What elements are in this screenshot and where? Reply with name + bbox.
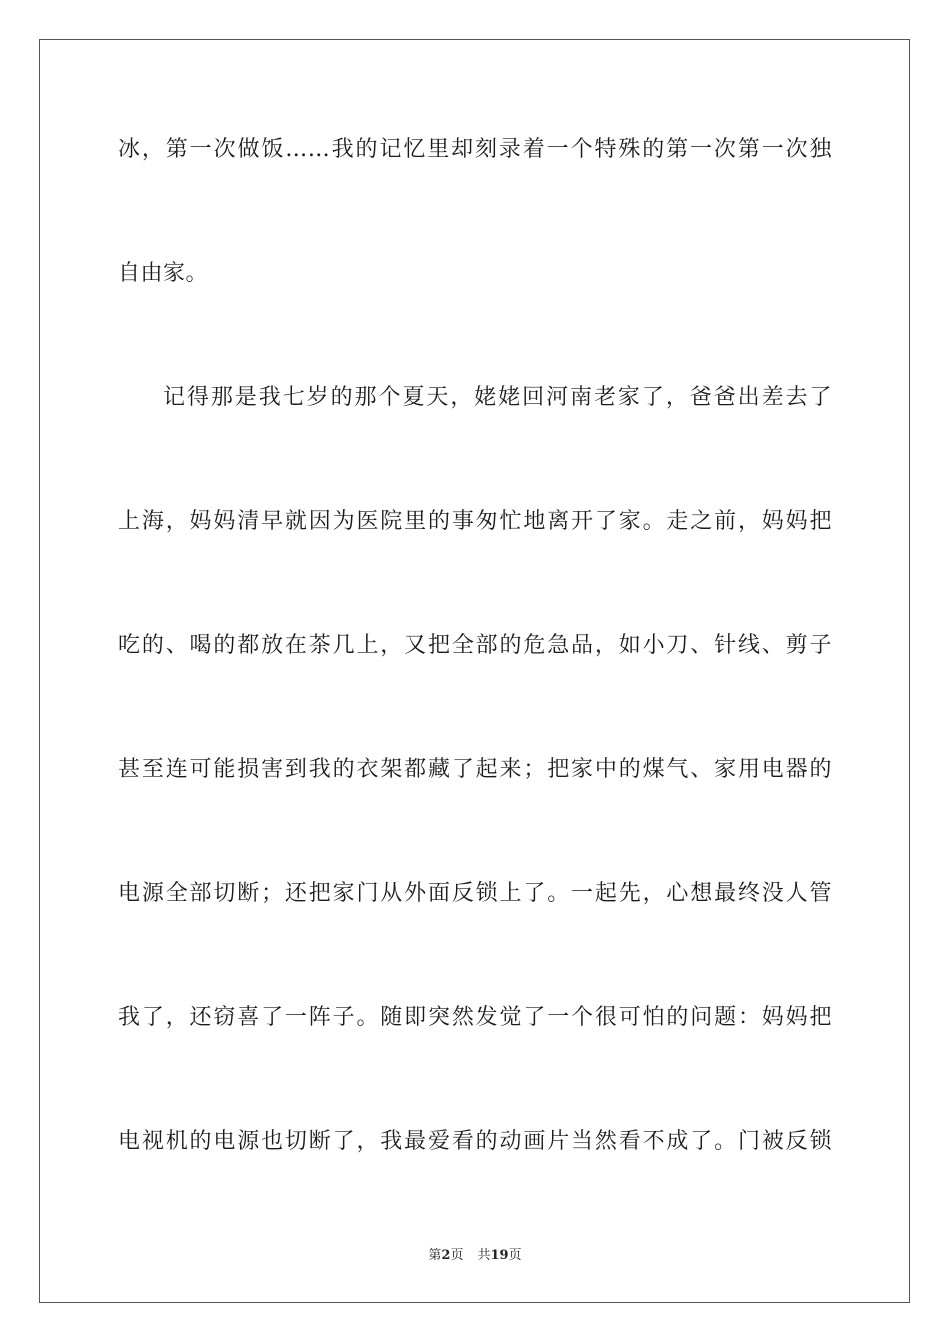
page-number: 2 [441,1248,451,1263]
text-line-8: 我了，还窃喜了一阵子。随即突然发觉了一个很可怕的问题：妈妈把 [118,1005,832,1030]
page-prefix: 第 [428,1248,442,1263]
total-prefix: 共 [477,1248,491,1263]
page-footer [0,1248,950,1264]
text-line-3: 记得那是我七岁的那个夏天，姥姥回河南老家了，爸爸出差去了 [163,385,832,410]
text-line-6: 甚至连可能损害到我的衣架都藏了起来；把家中的煤气、家用电器的 [118,757,832,782]
total-suffix: 页 [508,1248,522,1263]
page-suffix: 页 [450,1248,464,1263]
total-pages: 19 [490,1248,509,1263]
text-line-9: 电视机的电源也切断了，我最爱看的动画片当然看不成了。门被反锁 [118,1129,832,1154]
text-line-7: 电源全部切断；还把家门从外面反锁上了。一起先，心想最终没人管 [118,881,832,906]
page-frame [39,39,910,1303]
text-line-5: 吃的、喝的都放在茶几上，又把全部的危急品，如小刀、针线、剪子 [118,633,832,658]
text-line-2: 自由家。 [118,261,209,286]
text-line-1: 冰，第一次做饭……我的记忆里却刻录着一个特殊的第一次第一次独 [118,137,832,162]
text-line-4: 上海，妈妈清早就因为医院里的事匆忙地离开了家。走之前，妈妈把 [118,509,832,534]
